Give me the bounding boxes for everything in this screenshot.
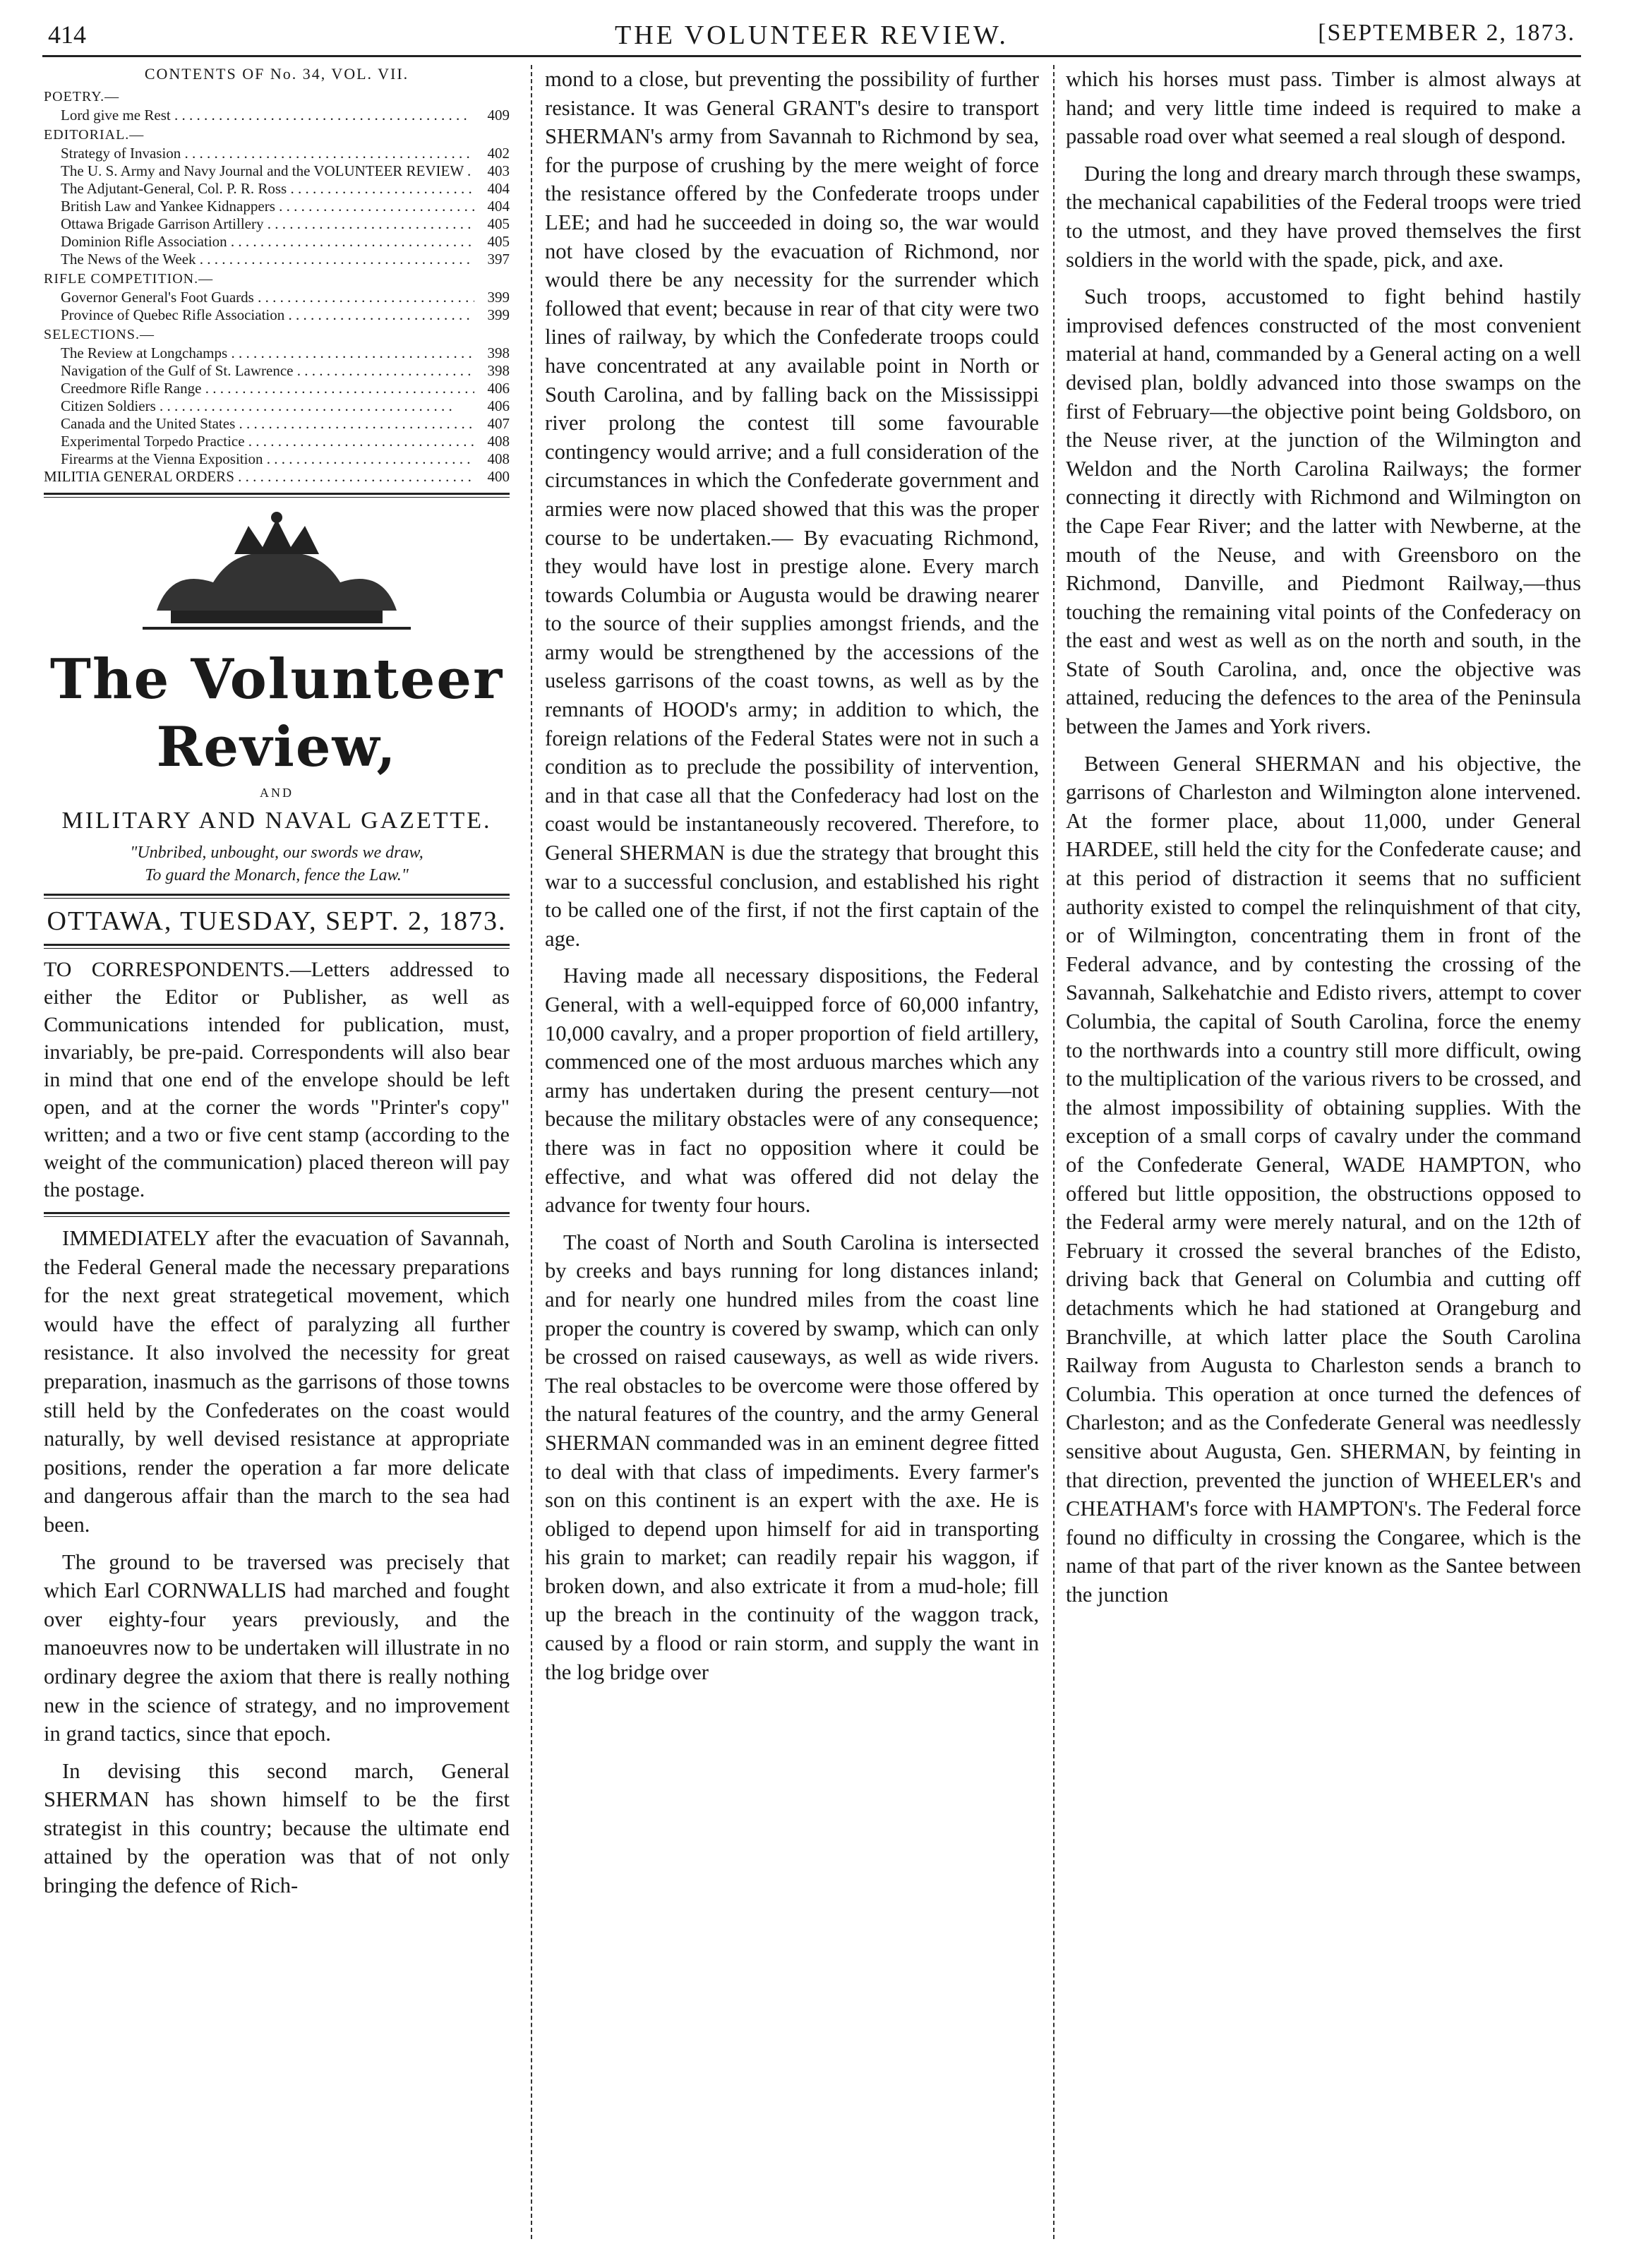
toc-entry: Strategy of Invasion . . . 402	[44, 145, 510, 162]
correspondents-notice: TO CORRESPONDENTS.—Letters addressed to either the Editor or Publisher, as well as Communications intended for publication, must, invariably, be pre-paid. Correspondents will also bear in mind that one end of the envelope should be left open, and at the corner the words "Printer's copy" written; and a two or five cent stamp (according to the weight of the communication) placed thereon will pay the postage.	[44, 958, 510, 1201]
article-paragraph: Between General SHERMAN and his objective, the garrisons of Charleston and Wilmington alone intervened. At the former place, about 11,000, under General HARDEE, still held the city for the Confederate cause; and at this period of distraction it seems that no sufficient authority existed to compel the relinquishment of that city, or of Wilmington, concentrating them in front of the Federal advance, and by contesting the crossing of the Savannah, Salkehatchie and Edisto rivers, attempt to cover Columbia, the capital of South Carolina, force the enemy to the northwards into a country still more difficult, owing to the multiplication of the various rivers to be crossed, and the almost impossibility of obtaining supplies. With the exception of a small corps of cavalry under the command of the Confederate General, WADE HAMPTON, who offered but little opposition, the obstructions opposed to the Federal army were merely natural, and on the 12th of February it crossed the several branches of the Edisto, driving back that General on Columbia and cutting off detachments which he had stationed at Orangeburg and Branchville, at which latter place the South Carolina Railway from Augusta to Charleston sends a branch to Columbia. This operation at once turned the defences of Charleston; and as the Confederate General was needlessly sensitive about Augusta, Gen. SHERMAN, by feinting in that direction, prevented the junction of WHEELER's and CHEATHAM's force with HAMPTON's. The Federal force found no difficulty in crossing the Congaree, which is the name of that part of the river known as the Santee between the junction	[1066, 751, 1581, 1607]
toc-entry: Canada and the United States . . . 407	[44, 415, 510, 433]
article-paragraph: which his horses must pass. Timber is almost always at hand; and very little time indeed is required to make a passable road over what seemed a real slough of despond.	[1066, 67, 1581, 149]
page-header	[42, 13, 1581, 57]
column-rule	[1053, 65, 1055, 2239]
double-rule	[44, 894, 510, 899]
newspaper-title: The Volunteer Review,	[49, 647, 504, 779]
toc-entry: MILITIA GENERAL ORDERS . . . 400	[44, 468, 510, 486]
table-of-contents	[44, 65, 510, 486]
double-rule	[44, 944, 510, 949]
toc-entry: Dominion Rifle Association . . . 405	[44, 233, 510, 251]
toc-section-label: RIFLE COMPETITION.—	[44, 271, 214, 287]
motto	[44, 841, 510, 887]
header-date: [SEPTEMBER 2, 1873.	[1318, 20, 1575, 46]
page-number: 414	[48, 20, 86, 49]
toc-entry: Province of Quebec Rifle Association . . . 399	[44, 306, 510, 324]
column-2	[545, 65, 1039, 2239]
toc-entry: Citizen Soldiers . . . 406	[44, 397, 510, 415]
newspaper-header-title: THE VOLUNTEER REVIEW.	[615, 20, 1009, 50]
toc-section-label: EDITORIAL.—	[44, 127, 145, 143]
article-paragraph: During the long and dreary march through these swamps, the mechanical capabilities of the Federal troops were tried to the utmost, and they have proved themselves the first soldiers in the world with the spade, pick, and axe.	[1066, 161, 1581, 272]
dateline: OTTAWA, TUESDAY, SEPT. 2, 1873.	[47, 906, 507, 936]
toc-entry: The Adjutant-General, Col. P. R. Ross . . . 404	[44, 180, 510, 198]
article-paragraph: The ground to be traversed was precisely that which Earl CORNWALLIS had marched and fought over eighty-four years previously, and the manoeuvres now to be undertaken will illustrate in no ordinary degree the axiom that there is really nothing new in the science of strategy, and no improvement in grand tactics, since that epoch.	[44, 1549, 510, 1746]
newspaper-subtitle: MILITARY AND NAVAL GAZETTE.	[61, 808, 492, 834]
article-paragraph: Having made all necessary dispositions, the Federal General, with a well-equipped force of 60,000 infantry, 10,000 cavalry, and a proper proportion of field artillery, commenced one of the most arduous marches which any army has undertaken during the present century—not because the military obstacles were of any consequence; there was in fact no opposition where it could be effective, and what was offered did not delay the advance for twenty four hours.	[545, 964, 1039, 1218]
motto-line: To guard the Monarch, fence the Law."	[145, 866, 409, 884]
and-label: AND	[260, 786, 294, 800]
toc-entry: Firearms at the Vienna Exposition . . . 408	[44, 450, 510, 468]
column-3	[1066, 65, 1581, 2239]
toc-entry: Experimental Torpedo Practice . . . 408	[44, 433, 510, 450]
toc-entry: The Review at Longchamps . . . 398	[44, 344, 510, 362]
toc-entry: Navigation of the Gulf of St. Lawrence . . . 398	[44, 362, 510, 380]
toc-entry: Creedmore Rifle Range . . . 406	[44, 380, 510, 397]
toc-entry: Governor General's Foot Guards . . . 399	[44, 289, 510, 306]
toc-entry: Ottawa Brigade Garrison Artillery . . . 405	[44, 215, 510, 233]
article-paragraph: mond to a close, but preventing the possibility of further resistance. It was General GRANT's desire to transport SHERMAN's army from Savannah to Richmond by sea, for the purpose of crushing by the mere weight of force the resistance offered by the Confederate troops under LEE; and had he succeeded in doing so, the war would not have closed by the evacuation of Richmond, nor would there be any necessity for the surrender which followed that event; because in rear of that city were two lines of railway, by which the Confederate troops could have concentrated at any available point in North or South Carolina, and by falling back on the Mississippi river prolong the contest till some favourable contingency would arrive; and a full consideration of the circumstances in which the Confederate government and armies were now placed showed that this was the proper course to be undertaken.— By evacuating Richmond, they would have lost in prestige alone. Every march towards Columbia or Augusta would be drawing nearer to the source of their supplies amongst friends, and the army would be strengthened by the accessions of the useless garrisons of the coast towns, as well as by the remnants of HOOD's army; in addition to which, the foreign relations of the Federal States were not in such a condition as to preclude the possibility of intervention, and in that case all that the Confederacy had lost on the coast would be instantaneously recovered. Therefore, to General SHERMAN is due the strategy that brought this war to a successful conclusion, and established his right to be called one of the first, if not the first captain of the age.	[545, 67, 1039, 951]
toc-entry: The News of the Week . . . 397	[44, 251, 510, 268]
crown-emblem-icon	[128, 505, 425, 639]
toc-entry: British Law and Yankee Kidnappers . . . 404	[44, 198, 510, 215]
toc-section-label: POETRY.—	[44, 89, 120, 104]
toc-section-label: SELECTIONS.—	[44, 327, 155, 342]
toc-entry: The U. S. Army and Navy Journal and the VOLUNTEER REVIEW . . . 403	[44, 162, 510, 180]
motto-line: "Unbribed, unbought, our swords we draw,	[130, 844, 423, 862]
column-1	[44, 65, 510, 2239]
article-paragraph: Such troops, accustomed to fight behind hastily improvised defences constructed of the most convenient material at hand, commanded by a General acting on a well devised plan, boldly advanced into those swamps on the first of February—the objective point being Goldsboro, on the Neuse river, at the junction of the Wilmington and Weldon and the North Carolina Railways; the former connecting it directly with Richmond and Wilmington on the Cape Fear River; and the latter with Newberne, at the mouth of the Neuse, and with Greensboro on the Richmond, Danville, and Piedmont Railway,—thus touching the remaining vital points of the Confederacy on the east and west as well as on the north and south, in the State of South Carolina, and, once the objective was attained, reducing the defences to the area of the Peninsula between the James and York rivers.	[1066, 284, 1581, 739]
column-rule	[531, 65, 532, 2239]
toc-entry: Lord give me Rest . . . 409	[44, 107, 510, 124]
article-paragraph: The coast of North and South Carolina is intersected by creeks and bays running for long distances inland; and for nearly one hundred miles from the coast line proper the country is covered by swamp, which can only be crossed on raised causeways, as well as wide rivers. The real obstacles to be overcome were those offered by the natural features of the country, and the army General SHERMAN commanded was in an eminent degree fitted to deal with that class of impediments. Every farmer's son on this continent is an expert with the axe. He is obliged to depend upon himself for aid in transporting his grain to market; can readily repair his waggon, if broken down, and also extricate it from a mud-hole; fill up the breach in the continuity of the waggon track, caused by a flood or rain storm, and supply the want in the log bridge over	[545, 1230, 1039, 1684]
article-paragraph: IMMEDIATELY after the evacuation of Savannah, the Federal General made the necessary preparations for the next great strategetical movement, which would have the effect of paralyzing all further resistance. It also involved the necessity for great preparation, inasmuch as the garrisons of those towns still held by the Confederates on the coast would naturally, by well devised resistance at appropriate positions, render the operation a far more delicate and dangerous affair than the march to the sea had been.	[44, 1226, 510, 1537]
double-rule	[44, 1212, 510, 1217]
article-paragraph: In devising this second march, General SHERMAN has shown himself to be the first strategist in this country; because the ultimate end attained by the operation was that of not only bringing the defence of Rich-	[44, 1758, 510, 1898]
double-rule	[44, 493, 510, 498]
contents-heading: CONTENTS OF No. 34, VOL. VII.	[144, 65, 409, 83]
